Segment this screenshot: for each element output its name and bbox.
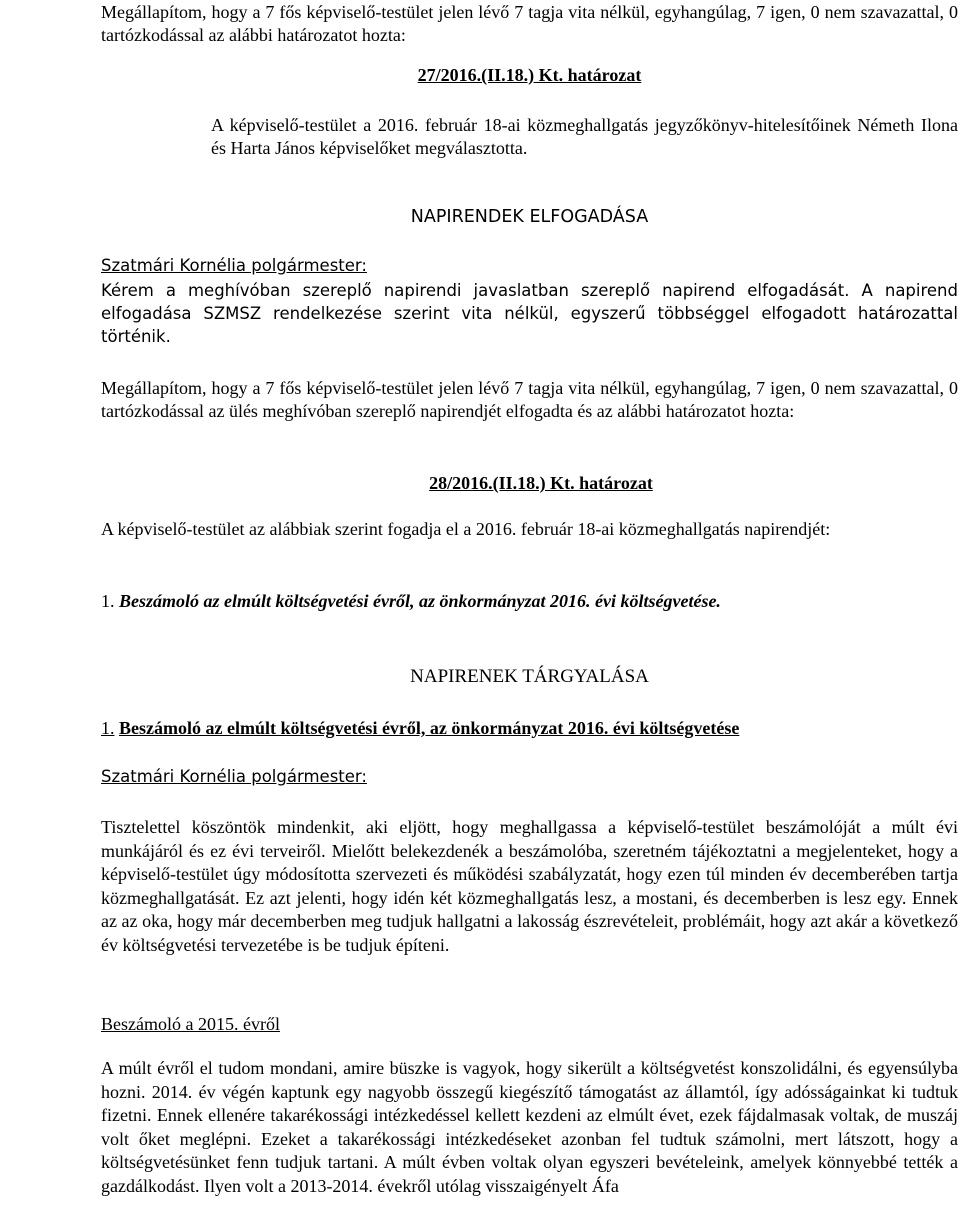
discussion-item-1 <box>101 717 958 740</box>
discussion-speaker-label: Szatmári Kornélia polgármester: <box>101 767 367 786</box>
speaker-label: Szatmári Kornélia polgármester: <box>101 256 367 275</box>
agenda-accept-heading: NAPIRENDEK ELFOGADÁSA <box>410 207 649 227</box>
welcome-speech: Tisztelettel köszöntök mindenkit, aki eljött, hogy meghallgassa a képviselő-testület beszámolóját a múlt évi munkájáról és ez évi terveiről. Mielőtt belekezdenék a beszámolóba, szeretném tájékoztatni a megjelenteket, hogy a képviselő-testület úgy módosította szervezeti és működési szabályzatát, hogy ezen túl minden év decemberében tartja közmeghallgatását. Ez azt jelenti, hogy idén két közmeghallgatás lesz, a mostani, és decemberben is lesz egy. Ennek az az oka, hogy már decemberben meg tudjuk hallgatni a lakosság észrevételeit, problémáit, hogy azt akár a következő év költségvetési tervezetébe is be tudjuk építeni. <box>101 817 958 955</box>
resolution-28-text: A képviselő-testület az alábbiak szerint fogadja el a 2016. február 18-ai közmeghallgatás napirendjét: <box>101 519 831 539</box>
agenda-discussion-heading: NAPIRENEK TÁRGYALÁSA <box>410 666 649 687</box>
resolution-27-title: 27/2016.(II.18.) Kt. határozat <box>417 65 642 85</box>
report-subheading: Beszámoló a 2015. évről <box>101 1014 280 1034</box>
agenda-voting-paragraph: Megállapítom, hogy a 7 fős képviselő-testület jelen lévő 7 tagja vita nélkül, egyhangúlag, 7 igen, 0 nem szavazattal, 0 tartózkodással az ülés meghívóban szereplő napirendjét elfogadta és az alábbi határozatot hozta: <box>101 378 958 421</box>
discussion-item-text: Beszámoló az elmúlt költségvetési évről, az önkormányzat 2016. évi költségvetése <box>119 718 740 738</box>
discussion-item-number: 1. <box>101 718 115 738</box>
voting-statement-paragraph: Megállapítom, hogy a 7 fős képviselő-testület jelen lévő 7 tagja vita nélkül, egyhangúlag, 7 igen, 0 nem szavazattal, 0 tartózkodással az alábbi határozatot hozta: <box>101 2 958 45</box>
agenda-item-text: Beszámoló az elmúlt költségvetési évről, az önkormányzat 2016. évi költségvetése. <box>119 591 721 611</box>
agenda-item-number: 1. <box>101 591 115 611</box>
resolution-27-text: A képviselő-testület a 2016. február 18-ai közmeghallgatás jegyzőkönyv-hitelesítőinek Németh Ilona és Harta János képviselőket megválasztotta. <box>211 115 958 158</box>
speaker-speech: Kérem a meghívóban szereplő napirendi javaslatban szereplő napirend elfogadását. A napirend elfogadása SZMSZ rendelkezése szerint vita nélkül, egyszerű többséggel elfogadott határozattal történik. <box>101 281 958 346</box>
agenda-item-1 <box>101 590 958 613</box>
report-speech: A múlt évről el tudom mondani, amire büszke is vagyok, hogy sikerült a költségvetést konszolidálni, és egyensúlyba hozni. 2014. év végén kaptunk egy nagyobb összegű kiegészítő támogatást az államtól, így adósságainkat ki tudtuk fizetni. Ennek ellenére takarékossági intézkedéssel kellett kezdeni az elmúlt évet, ezek fájdalmasak voltak, de muszáj volt őket meglépni. Ezeket a takarékossági intézkedéseket azonban fel tudtuk számolni, mert látszott, hogy a költségvetésünket fenn tudjuk tartani. A múlt évben voltak olyan egyszeri bevételeink, amelyek könnyebbé tették a gazdálkodást. Ilyen volt a 2013-2014. évekről utólag visszaigényelt Áfa <box>101 1058 958 1196</box>
resolution-28-title: 28/2016.(II.18.) Kt. határozat <box>429 473 653 493</box>
